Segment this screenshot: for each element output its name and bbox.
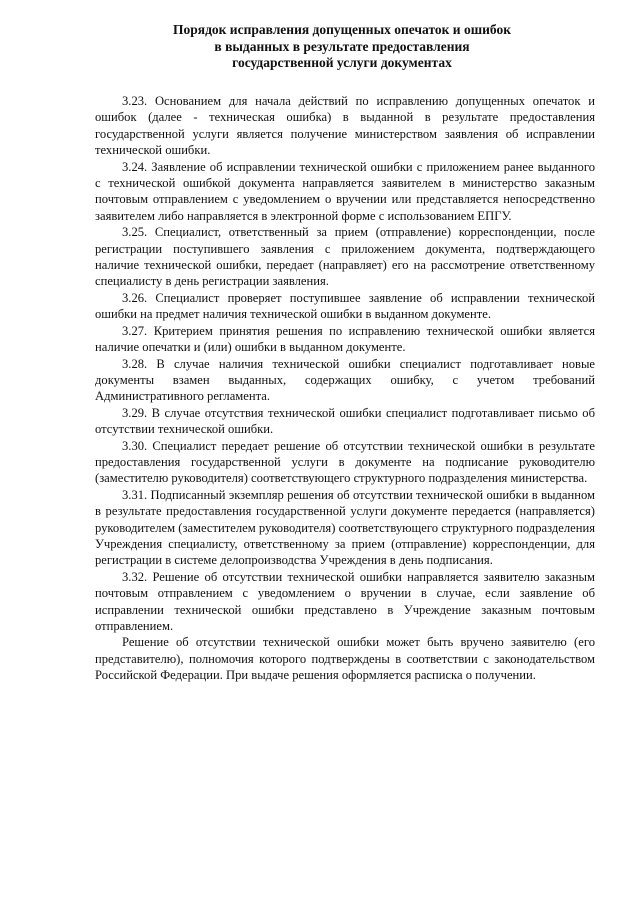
paragraph-3-27: 3.27. Критерием принятия решения по исправлению технической ошибки является наличие опечатки и (или) ошибки в выданном документе. <box>95 323 595 355</box>
paragraph-3-29: 3.29. В случае отсутствия технической ошибки специалист подготавливает письмо об отсутствии технической ошибки. <box>95 405 595 437</box>
paragraph-3-26: 3.26. Специалист проверяет поступившее заявление об исправлении технической ошибки на предмет наличия технической ошибки в выданном документе. <box>95 290 595 322</box>
paragraph-3-32: 3.32. Решение об отсутствии технической ошибки направляется заявителю заказным почтовым отправлением с уведомлением о вручении в случае, если заявление об исправлении технической ошибки представлено в Учреждение заказным почтовым отправлением. <box>95 569 595 633</box>
section-title-line-2: в выданных в результате предоставления <box>214 38 470 54</box>
document-body <box>95 93 595 684</box>
paragraph-3-31: 3.31. Подписанный экземпляр решения об отсутствии технической ошибки в выданном в результате предоставления государственной услуги документе передается (направляется) руководителем (заместителем руководителя) соответствующего структурного подразделения Учреждения специалисту, ответственному за прием (отправление) корреспонденции, для регистрации в системе делопроизводства Учреждения в день подписания. <box>95 487 595 568</box>
paragraph-3-30: 3.30. Специалист передает решение об отсутствии технической ошибки в результате предоставления государственной услуги в документе на подписание руководителю (заместителю руководителя) соответствующего структурного подразделения министерства. <box>95 438 595 486</box>
paragraph-3-23: 3.23. Основанием для начала действий по исправлению допущенных опечаток и ошибок (далее - техническая ошибка) в выданной в результате предоставления государственной услуги является получение министерством заявления об исправлении технической ошибки. <box>95 94 595 158</box>
paragraph-decision-delivery: Решение об отсутствии технической ошибки может быть вручено заявителю (его представителю), полномочия которого подтверждены в соответствии с законодательством Российской Федерации. При выдаче решения оформляется расписка о получении. <box>95 635 595 683</box>
section-title <box>80 22 604 72</box>
paragraph-3-28: 3.28. В случае наличия технической ошибки специалист подготавливает новые документы взамен выданных, содержащих ошибку, с учетом требований Административного регламента. <box>95 356 595 404</box>
section-title-line-3: государственной услуги документах <box>232 55 452 70</box>
paragraph-3-25: 3.25. Специалист, ответственный за прием (отправление) корреспонденции, после регистрации поступившего заявления с приложением документа, подтверждающего наличие технической ошибки, передает (направляет) его на рассмотрение ответственному специалисту в день регистрации заявления. <box>95 225 595 289</box>
section-title-line-1: Порядок исправления допущенных опечаток и ошибок <box>173 22 511 37</box>
paragraph-3-24: 3.24. Заявление об исправлении технической ошибки с приложением ранее выданного с технической ошибкой документа направляется заявителем в министерство заказным почтовым отправлением с уведомлением о вручении или представляется непосредственно заявителем либо направляется в электронной форме с использованием ЕПГУ. <box>95 159 595 223</box>
